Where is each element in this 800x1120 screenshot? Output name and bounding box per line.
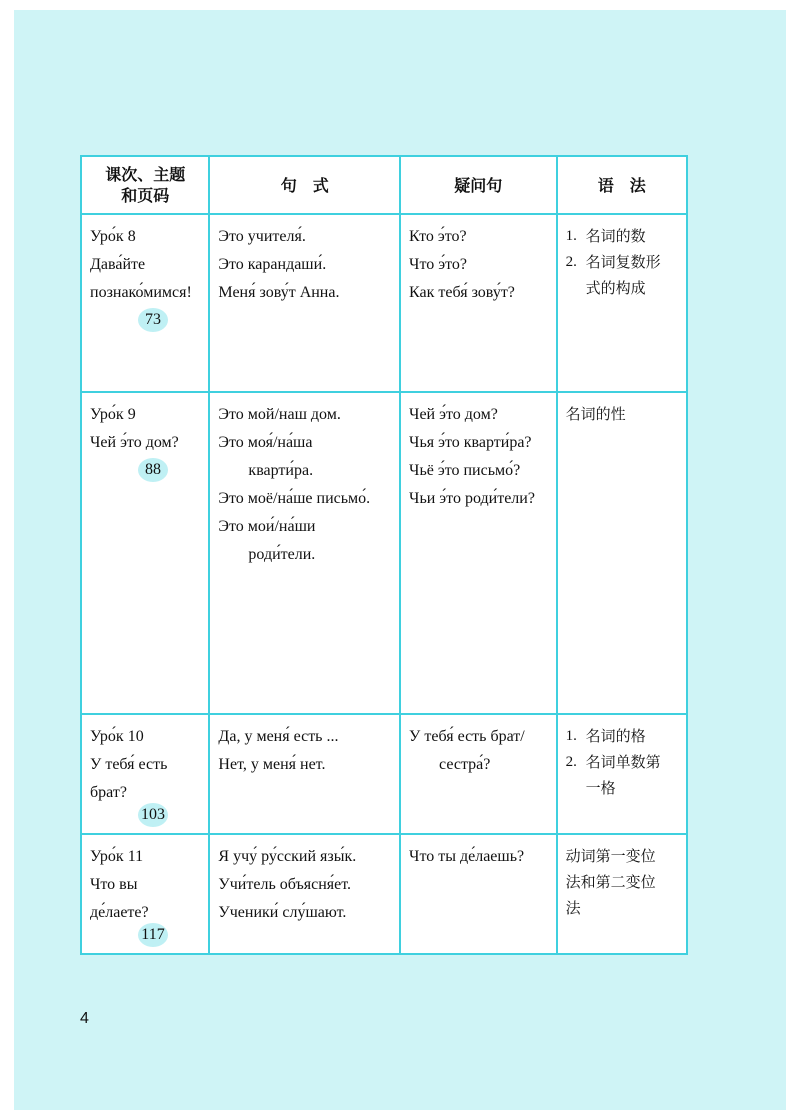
grammar-item: 1. 名词的格: [565, 727, 646, 745]
table-row: [81, 214, 687, 392]
page-number-badge: 73: [138, 308, 168, 332]
pattern-sentence: Да, у меня́ есть ...: [218, 728, 339, 745]
lesson-title-line: У тебя́ есть: [90, 756, 168, 773]
grammar-item: 2. 名词单数第: [565, 753, 661, 771]
grammar-cell: [557, 714, 687, 834]
header-patterns: 句 式: [209, 156, 400, 214]
header-lesson-line1: 课次、主题: [105, 165, 186, 184]
lesson-cell: [81, 834, 209, 954]
header-grammar: 语 法: [557, 156, 687, 214]
question-sentence: Кто э́то?: [409, 228, 467, 245]
grammar-cell: [557, 214, 687, 392]
grammar-item-continued: 一格: [585, 779, 616, 797]
questions-cell: [400, 834, 557, 954]
patterns-cell: [209, 392, 400, 714]
question-sentence: Что э́то?: [409, 256, 467, 273]
contents-table: [80, 155, 688, 955]
lesson-cell: [81, 714, 209, 834]
question-sentence-continued: сестра́?: [439, 756, 491, 773]
lesson-title-line: Дава́йте: [90, 256, 146, 273]
header-lesson-line2: 和页码: [121, 186, 170, 205]
grammar-cell: [557, 834, 687, 954]
pattern-sentence-continued: роди́тели.: [248, 546, 316, 563]
grammar-text: 名词的性: [565, 405, 626, 423]
lesson-cell: [81, 214, 209, 392]
patterns-cell: [209, 214, 400, 392]
lesson-title-line: брат?: [90, 784, 127, 801]
lesson-title-line: Что вы: [90, 876, 138, 893]
header-lesson: [81, 156, 209, 214]
question-sentence: Чьи э́то роди́тели?: [409, 490, 535, 507]
lesson-number: Уро́к 11: [90, 848, 144, 865]
table-row: [81, 392, 687, 714]
pattern-sentence: Это карандаши́.: [218, 256, 327, 273]
grammar-item: 2. 名词复数形: [565, 253, 661, 271]
question-sentence: Чья э́то кварти́ра?: [409, 434, 532, 451]
questions-cell: [400, 214, 557, 392]
grammar-text: 法和第二变位: [565, 873, 656, 891]
page-number-badge: 103: [138, 803, 168, 827]
question-sentence: Что ты де́лаешь?: [409, 848, 525, 865]
patterns-cell: [209, 714, 400, 834]
patterns-cell: [209, 834, 400, 954]
pattern-sentence: Нет, у меня́ нет.: [218, 756, 326, 773]
pattern-sentence: Это мои́/на́ши: [218, 518, 316, 535]
pattern-sentence: Это моя́/на́ша: [218, 434, 313, 451]
table-row: [81, 834, 687, 954]
page-number: 4: [80, 1010, 89, 1027]
lesson-cell: [81, 392, 209, 714]
pattern-sentence: Это моё/на́ше письмо́.: [218, 490, 371, 507]
question-sentence: У тебя́ есть брат/: [409, 728, 525, 745]
question-sentence: Чей э́то дом?: [409, 406, 498, 423]
table-row: [81, 714, 687, 834]
header-questions: 疑问句: [400, 156, 557, 214]
grammar-text: 法: [565, 899, 581, 917]
header-row: [81, 156, 687, 214]
lesson-number: Уро́к 9: [90, 406, 136, 423]
page-number-badge: 88: [138, 458, 168, 482]
lesson-number: Уро́к 10: [90, 728, 144, 745]
pattern-sentence: Ученики́ слу́шают.: [218, 904, 347, 921]
pattern-sentence: Я учу́ ру́сский язы́к.: [218, 848, 357, 865]
grammar-cell: [557, 392, 687, 714]
pattern-sentence: Меня́ зову́т Анна.: [218, 284, 340, 301]
grammar-item-continued: 式的构成: [585, 279, 646, 297]
pattern-sentence: Учи́тель объясня́ет.: [218, 876, 352, 893]
grammar-text: 动词第一变位: [565, 847, 656, 865]
pattern-sentence-continued: кварти́ра.: [248, 462, 314, 479]
page-number-badge: 117: [138, 923, 168, 947]
grammar-item: 1. 名词的数: [565, 227, 646, 245]
lesson-number: Уро́к 8: [90, 228, 136, 245]
lesson-title-line: познако́мимся!: [90, 284, 192, 301]
pattern-sentence: Это мой/наш дом.: [218, 406, 341, 423]
question-sentence: Чьё э́то письмо́?: [409, 462, 521, 479]
questions-cell: [400, 392, 557, 714]
lesson-title-line: Чей э́то дом?: [90, 434, 179, 451]
questions-cell: [400, 714, 557, 834]
question-sentence: Как тебя́ зову́т?: [409, 284, 515, 301]
lesson-title-line: де́лаете?: [90, 904, 149, 921]
pattern-sentence: Это учителя́.: [218, 228, 306, 245]
